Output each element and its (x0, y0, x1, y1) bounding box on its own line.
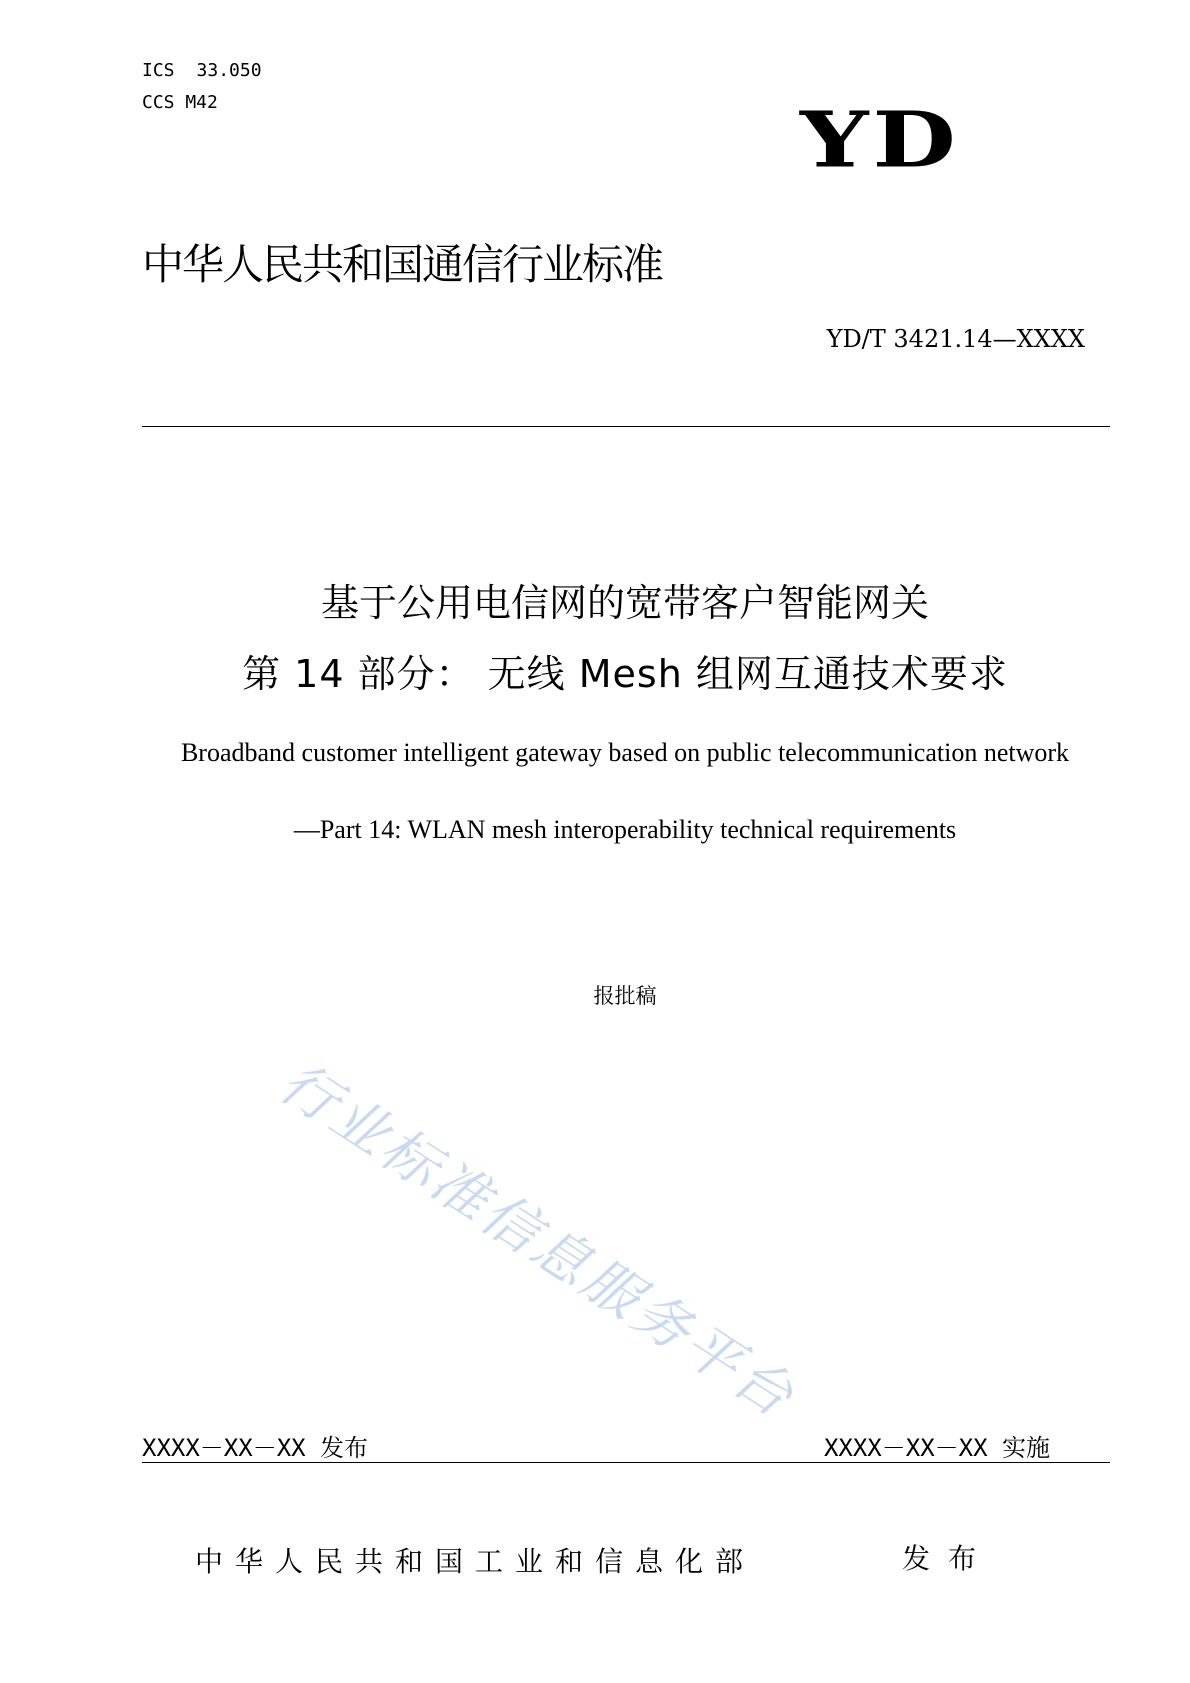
title-english-line-1: Broadband customer intelligent gateway based on public telecommunication network (180, 738, 1070, 767)
industry-standard-title: 中华人民共和国通信行业标准 (142, 240, 663, 289)
title-chinese-line-2: 第 14 部分： 无线 Mesh 组网互通技术要求 (242, 652, 1008, 696)
draft-status: 报批稿 (593, 984, 657, 1008)
ics-classification (142, 60, 262, 81)
yd-logo: YD (800, 94, 960, 185)
ics-label: ICS (142, 60, 175, 81)
standard-number: YD/T 3421.14—XXXX (826, 325, 1085, 353)
issuing-authority: 中华人民共和国工业和信息化部 (195, 1545, 756, 1578)
ics-code: 33.050 (196, 60, 262, 81)
top-divider (142, 426, 1110, 427)
implement-date: XXXX－XX－XX 实施 (823, 1434, 1050, 1462)
title-chinese-line-1: 基于公用电信网的宽带客户智能网关 (320, 581, 929, 625)
publish-date: XXXX－XX－XX 发布 (142, 1434, 369, 1462)
bottom-divider (142, 1462, 1110, 1463)
issue-label: 发布 (902, 1542, 995, 1575)
ccs-classification: CCS M42 (142, 92, 218, 113)
watermark: 行业标准信息服务平台 (268, 1050, 807, 1432)
title-english-line-2: —Part 14: WLAN mesh interoperability technical requirements (293, 815, 957, 844)
